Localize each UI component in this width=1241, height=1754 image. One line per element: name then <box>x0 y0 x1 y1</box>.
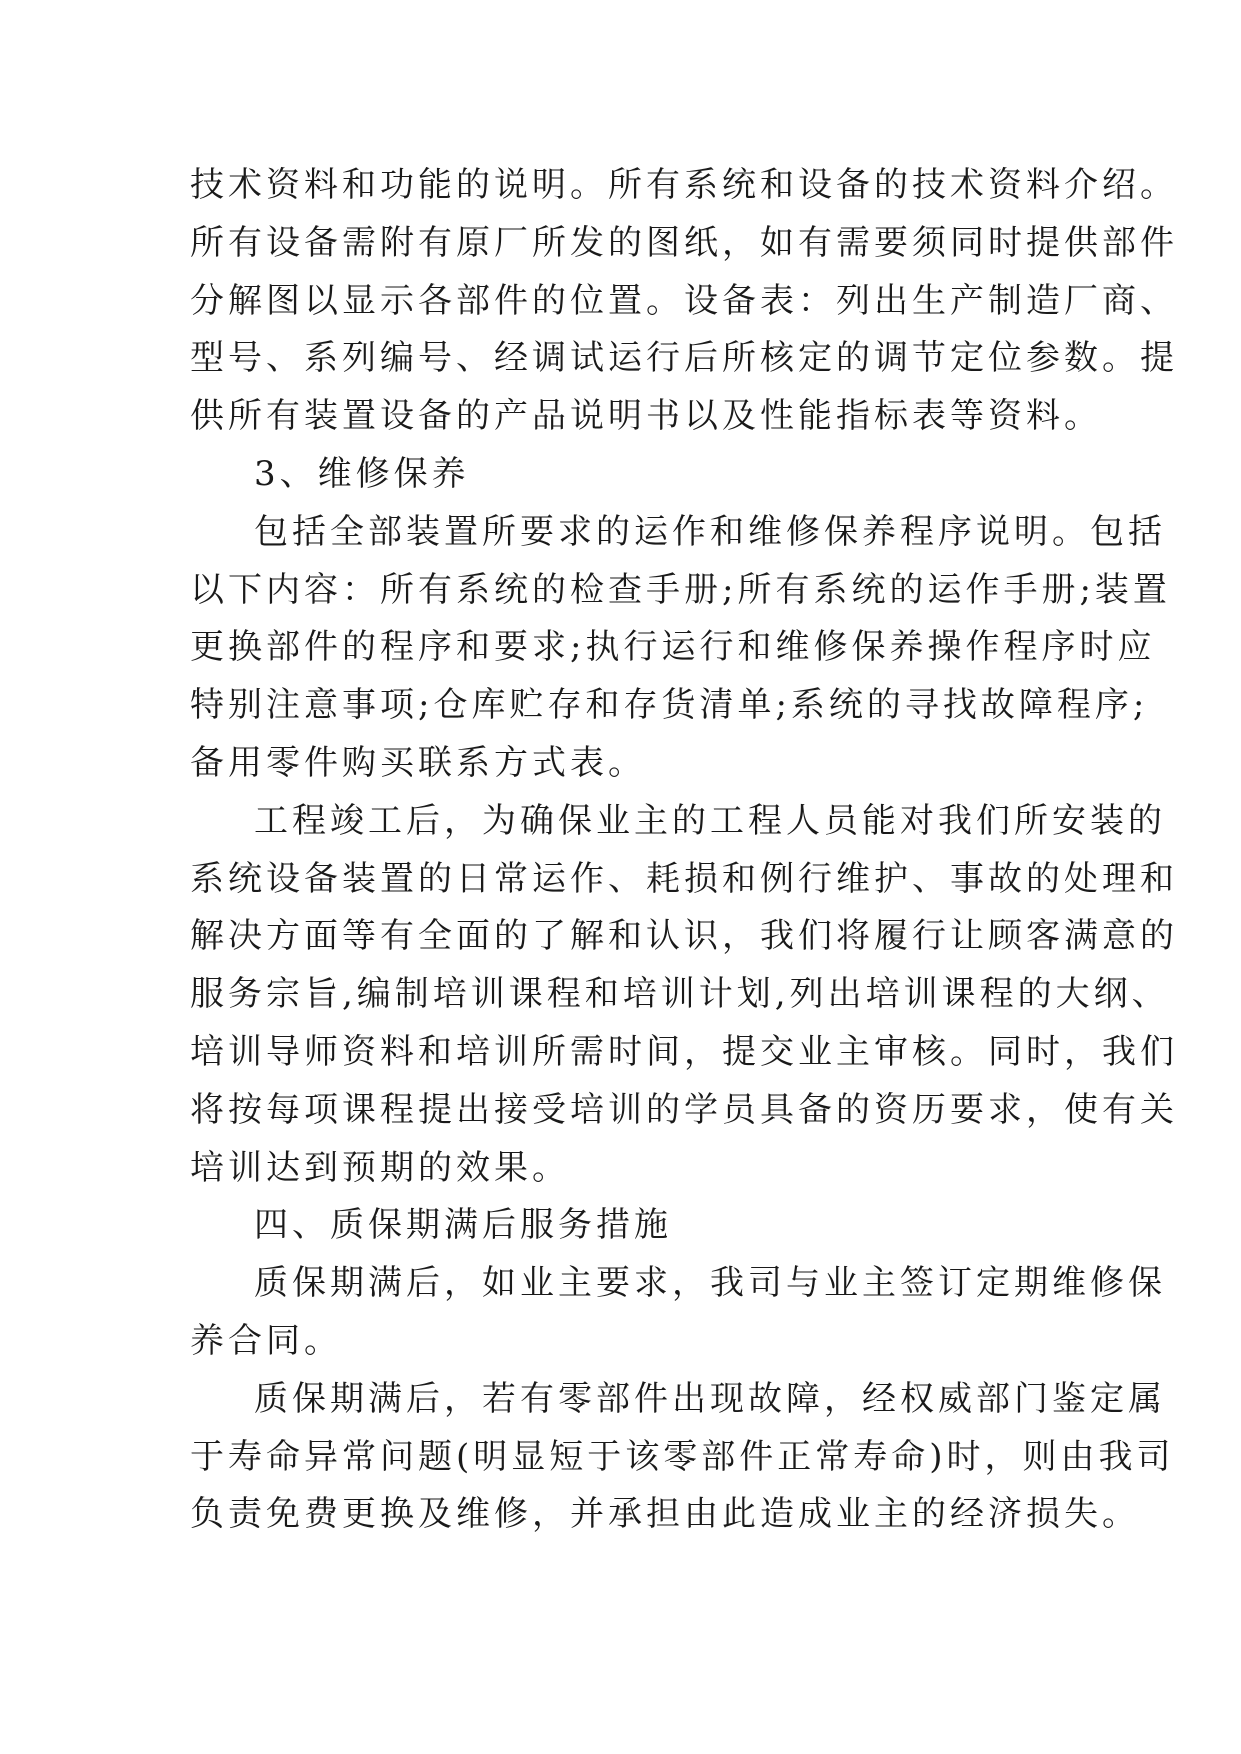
text-line: 服务宗旨,编制培训课程和培训计划,列出培训课程的大纲、 <box>190 974 1170 1015</box>
text-line: 负责免费更换及维修，并承担由此造成业主的经济损失。 <box>190 1494 1140 1535</box>
section-heading: 四、质保期满后服务措施 <box>254 1205 672 1246</box>
text-line: 更换部件的程序和要求;执行运行和维修保养操作程序时应 <box>190 627 1156 668</box>
text-line: 工程竣工后，为确保业主的工程人员能对我们所安装的 <box>254 800 1166 841</box>
text-line: 质保期满后，如业主要求，我司与业主签订定期维修保 <box>254 1263 1166 1304</box>
text-line: 包括全部装置所要求的运作和维修保养程序说明。包括 <box>254 511 1166 552</box>
text-line: 将按每项课程提出接受培训的学员具备的资历要求，使有关 <box>190 1089 1178 1130</box>
text-line: 备用零件购买联系方式表。 <box>190 742 646 783</box>
text-line: 型号、系列编号、经调试运行后所核定的调节定位参数。提 <box>190 338 1178 379</box>
section-heading: 3、维修保养 <box>254 453 470 494</box>
text-line: 于寿命异常问题(明显短于该零部件正常寿命)时，则由我司 <box>190 1436 1175 1477</box>
text-line: 分解图以显示各部件的位置。设备表：列出生产制造厂商、 <box>190 280 1178 321</box>
text-line: 供所有装置设备的产品说明书以及性能指标表等资料。 <box>190 396 1102 437</box>
text-line: 培训导师资料和培训所需时间，提交业主审核。同时，我们 <box>190 1031 1178 1072</box>
document-body <box>190 157 1178 1544</box>
text-line: 培训达到预期的效果。 <box>190 1147 570 1188</box>
text-line: 所有设备需附有原厂所发的图纸，如有需要须同时提供部件 <box>190 222 1178 263</box>
text-line: 特别注意事项;仓库贮存和存货清单;系统的寻找故障程序; <box>190 685 1149 726</box>
text-line: 质保期满后，若有零部件出现故障，经权威部门鉴定属 <box>254 1378 1166 1419</box>
text-line: 以下内容：所有系统的检查手册;所有系统的运作手册;装置 <box>190 569 1171 610</box>
text-line: 养合同。 <box>190 1320 342 1361</box>
text-line: 解决方面等有全面的了解和认识，我们将履行让顾客满意的 <box>190 916 1178 957</box>
text-line: 技术资料和功能的说明。所有系统和设备的技术资料介绍。 <box>190 165 1178 205</box>
text-line: 系统设备装置的日常运作、耗损和例行维护、事故的处理和 <box>190 858 1178 899</box>
